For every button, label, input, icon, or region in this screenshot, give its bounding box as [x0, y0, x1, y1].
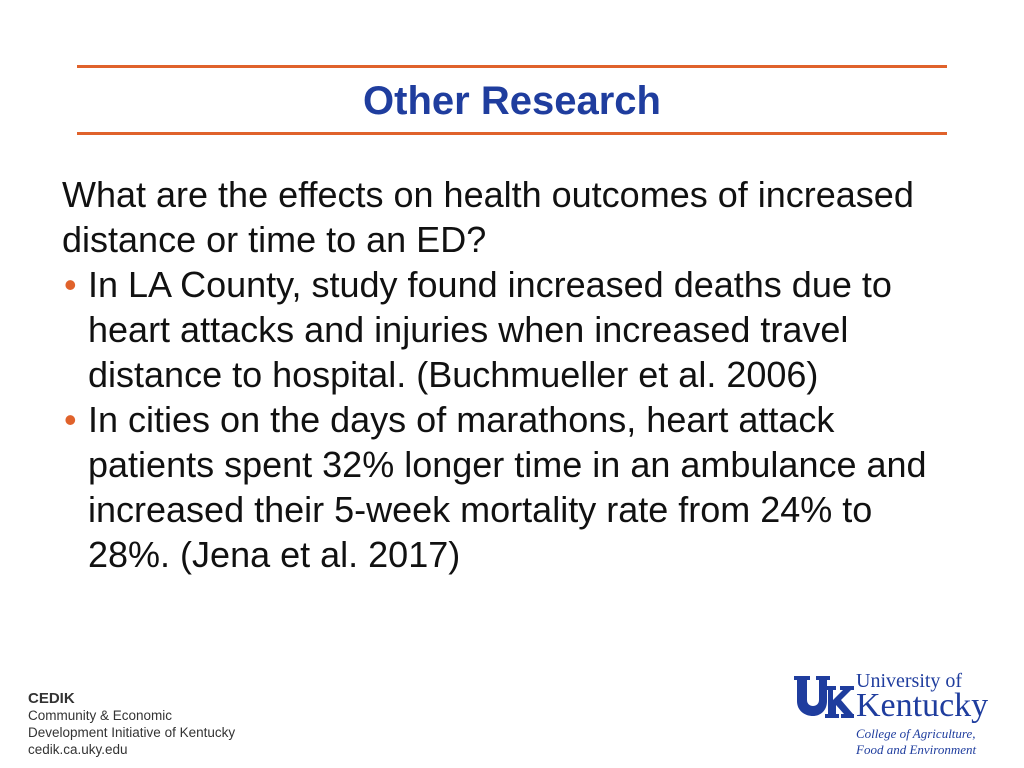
uk-college-line1: College of Agriculture,	[856, 726, 976, 741]
bullet-item	[62, 262, 962, 397]
uk-kentucky-text: Kentucky	[856, 687, 989, 724]
bullet-text: In cities on the days of marathons, heart attack patients spent 32% longer time in an ambulance and increased their 5-week mortality rate from 24% to 28%. (Jena et al. 2017)	[88, 399, 927, 575]
uk-college-text	[856, 726, 976, 758]
uk-mark-icon	[792, 672, 854, 720]
cedik-line1: Community & Economic	[28, 708, 173, 723]
uk-college-line2: Food and Environment	[856, 742, 977, 757]
title-top-rule	[77, 65, 947, 68]
bullet-list	[62, 262, 962, 577]
cedik-logo	[28, 690, 235, 758]
bullet-dot-icon: •	[64, 399, 77, 440]
uk-logo	[792, 670, 1017, 760]
cedik-url: cedik.ca.uky.edu	[28, 742, 128, 757]
slide-title: Other Research	[363, 79, 661, 123]
uk-university-text: University of	[856, 670, 963, 692]
bullet-item	[62, 397, 962, 577]
title-bottom-rule	[77, 132, 947, 135]
cedik-line2: Development Initiative of Kentucky	[28, 725, 236, 740]
slide-body	[62, 172, 962, 577]
bullet-dot-icon: •	[64, 264, 77, 305]
bullet-text: In LA County, study found increased deaths due to heart attacks and injuries when increased travel distance to hospital. (Buchmueller et al. 2006)	[88, 264, 892, 395]
cedik-name: CEDIK	[28, 690, 75, 707]
intro-question: What are the effects on health outcomes of increased distance or time to an ED?	[62, 174, 914, 260]
